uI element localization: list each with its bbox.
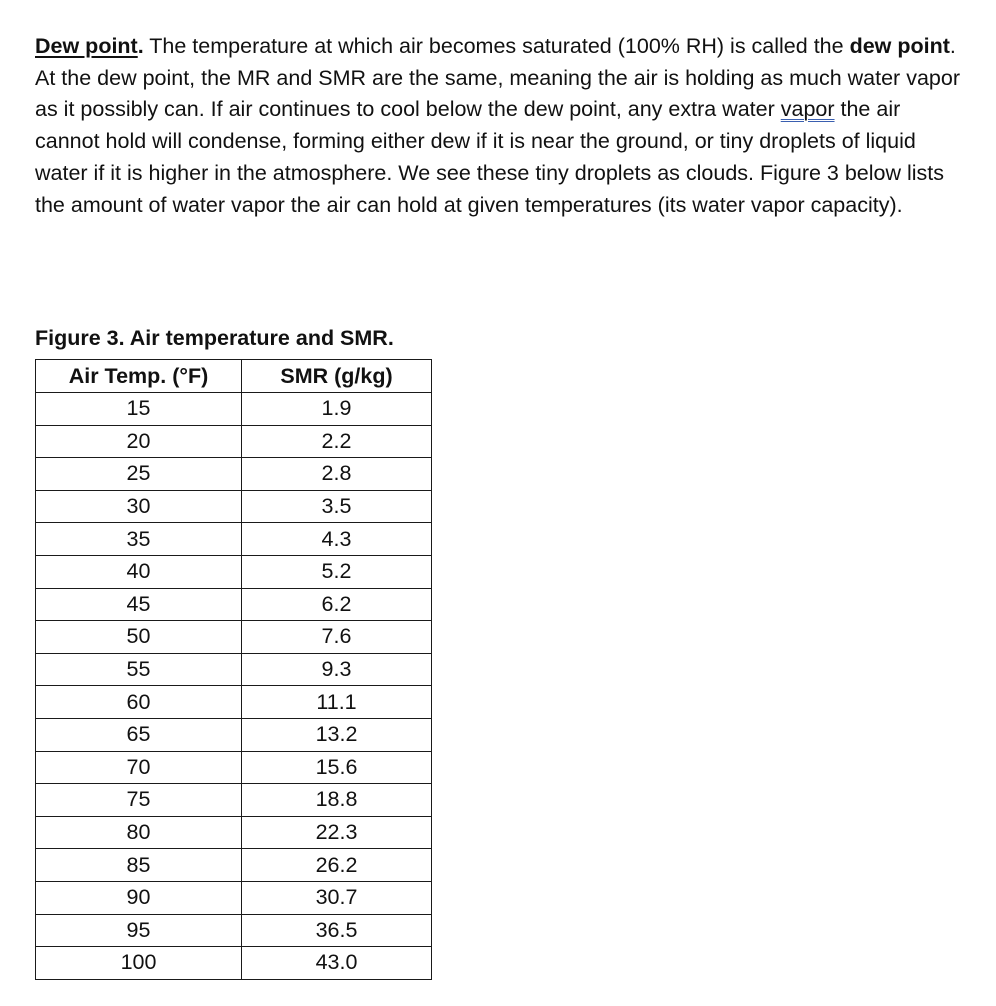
smr-cell: 4.3 (242, 523, 432, 556)
table-row (36, 751, 432, 784)
smr-cell: 2.8 (242, 458, 432, 491)
table-row (36, 718, 432, 751)
table-row (36, 816, 432, 849)
temp-cell: 70 (36, 751, 242, 784)
temp-cell: 35 (36, 523, 242, 556)
table-row (36, 490, 432, 523)
temp-cell: 30 (36, 490, 242, 523)
table-row (36, 686, 432, 719)
smr-cell: 9.3 (242, 653, 432, 686)
smr-cell: 6.2 (242, 588, 432, 621)
paragraph-text-part-3: the air cannot hold will condense, forming either dew if it is near the ground, or tiny droplets of liquid water if it is higher in the atmosphere. We see these tiny droplets as clouds. Figure 3 below lists the amount of water vapor the air can hold at given temperatures (its water vapor capacity). (35, 97, 945, 217)
smr-cell: 22.3 (242, 816, 432, 849)
table-row (36, 555, 432, 588)
temperature-smr-table (35, 359, 432, 980)
paragraph-text-part-1: The temperature at which air becomes saturated (100% RH) is called the (143, 34, 850, 58)
temp-cell: 15 (36, 393, 242, 426)
table-row (36, 425, 432, 458)
smr-cell: 18.8 (242, 784, 432, 817)
temp-cell: 50 (36, 621, 242, 654)
temp-cell: 40 (36, 555, 242, 588)
temp-cell: 100 (36, 947, 242, 980)
temp-cell: 45 (36, 588, 242, 621)
temp-cell: 60 (36, 686, 242, 719)
header-air-temp: Air Temp. (°F) (36, 360, 242, 393)
dew-point-heading-term: Dew point (35, 34, 138, 58)
table-row (36, 881, 432, 914)
table-row (36, 588, 432, 621)
temp-cell: 85 (36, 849, 242, 882)
table-row (36, 458, 432, 491)
smr-cell: 5.2 (242, 555, 432, 588)
temp-cell: 80 (36, 816, 242, 849)
header-smr: SMR (g/kg) (242, 360, 432, 393)
table-row (36, 393, 432, 426)
dew-point-bold-term: dew point (849, 34, 950, 58)
temp-cell: 20 (36, 425, 242, 458)
figure-caption: Figure 3. Air temperature and SMR. (35, 326, 394, 350)
heading-term-period: . (137, 34, 144, 58)
dew-point-paragraph (35, 31, 970, 221)
smr-cell: 43.0 (242, 947, 432, 980)
smr-cell: 30.7 (242, 881, 432, 914)
temp-cell: 65 (36, 718, 242, 751)
table-row (36, 914, 432, 947)
table-row (36, 784, 432, 817)
smr-cell: 11.1 (242, 686, 432, 719)
temp-cell: 25 (36, 458, 242, 491)
paragraph-text-part-2: . At the dew point, the MR and SMR are the same, meaning the air is holding as much water vapor as it possibly can. If air continues to cool below the dew point, any extra water (35, 34, 960, 122)
smr-cell: 13.2 (242, 718, 432, 751)
smr-cell: 26.2 (242, 849, 432, 882)
smr-cell: 36.5 (242, 914, 432, 947)
table-header-row (36, 360, 432, 393)
table-row (36, 653, 432, 686)
temp-cell: 90 (36, 881, 242, 914)
table-row (36, 523, 432, 556)
smr-cell: 2.2 (242, 425, 432, 458)
smr-cell: 15.6 (242, 751, 432, 784)
table-row (36, 849, 432, 882)
table-row (36, 621, 432, 654)
temp-cell: 75 (36, 784, 242, 817)
table-row (36, 947, 432, 980)
smr-cell: 1.9 (242, 393, 432, 426)
smr-cell: 7.6 (242, 621, 432, 654)
flagged-word-vapor[interactable]: vapor (780, 97, 835, 122)
temp-cell: 55 (36, 653, 242, 686)
temp-cell: 95 (36, 914, 242, 947)
smr-cell: 3.5 (242, 490, 432, 523)
